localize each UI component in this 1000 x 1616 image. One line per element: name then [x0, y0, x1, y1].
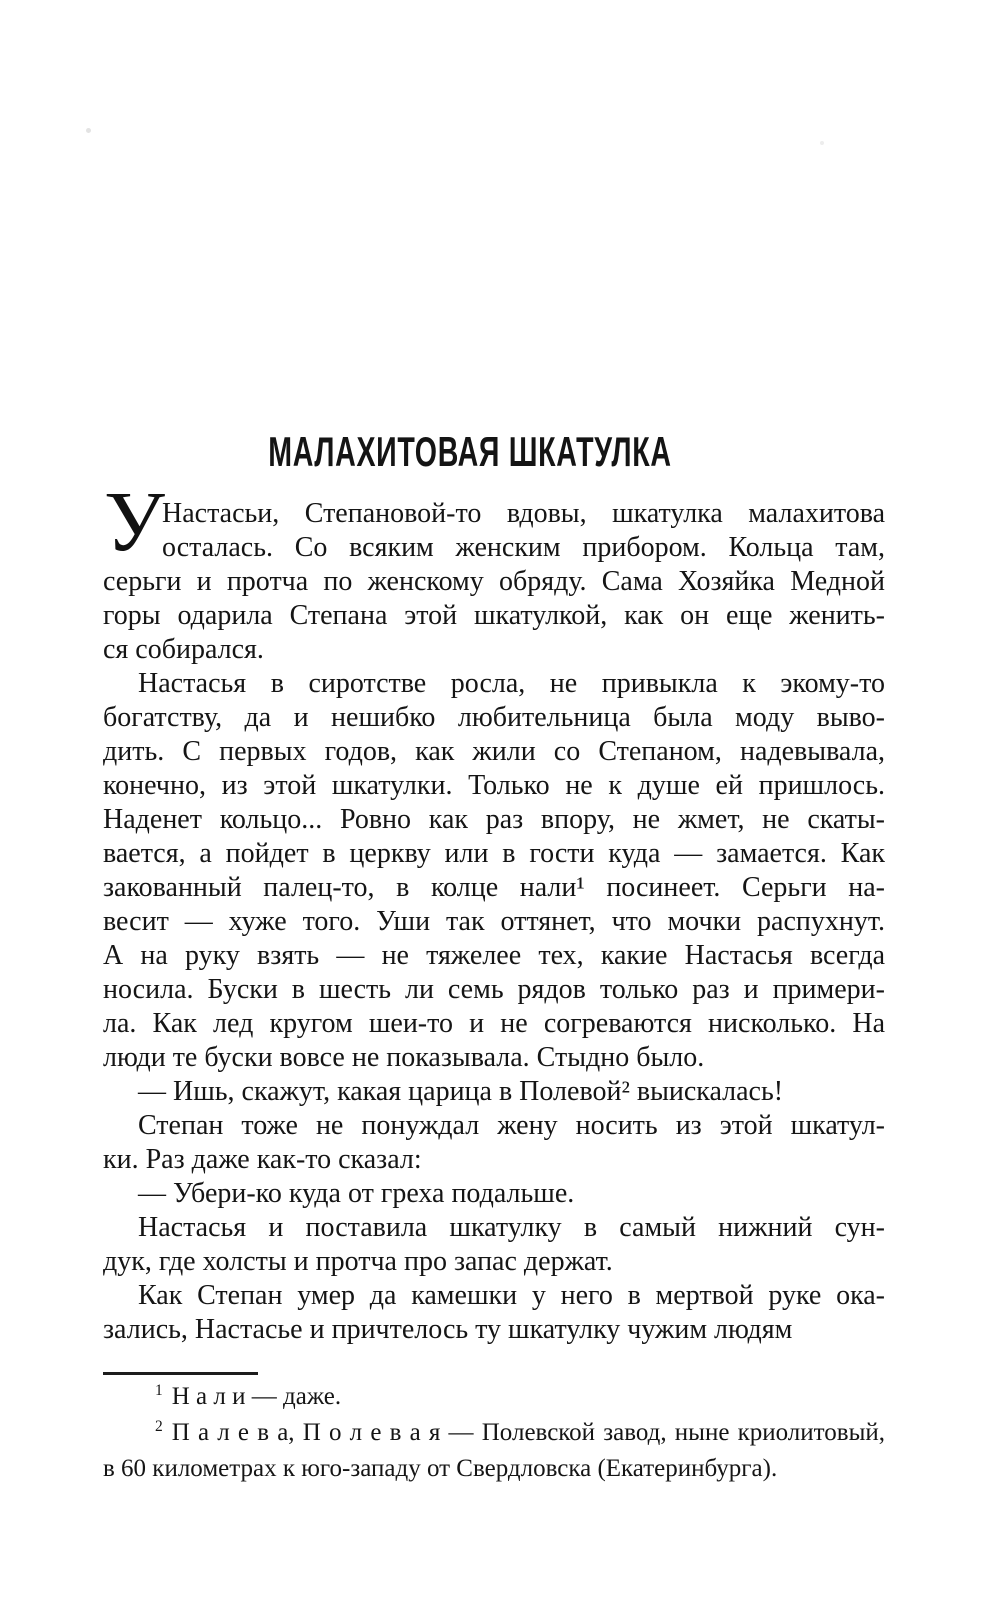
paragraph — [103, 1109, 885, 1177]
text-line: осталась. Со всяким женским прибором. Кольца там, — [162, 532, 885, 563]
paragraph — [103, 667, 885, 1075]
text-line: горы одарила Степана этой шкатулкой, как он еще женить- — [103, 600, 885, 631]
text-line: зались, Настасье и причтелось ту шкатулку чужим людям — [103, 1314, 793, 1345]
text-line: вается, а пойдет в церкву или в гости куда — замается. Как — [103, 838, 885, 869]
text-line: Степан тоже не понуждал жену носить из этой шкатул- — [138, 1110, 885, 1141]
text-line: Настасьи, Степановой-то вдовы, шкатулка малахитова — [162, 498, 885, 529]
text-line: — Ишь, скажут, какая царица в Полевой² выискалась! — [138, 1076, 784, 1107]
text-line: дить. С первых годов, как жили со Степаном, надевывала, — [103, 736, 885, 767]
text-line: дук, где холсты и протча про запас держат. — [103, 1246, 613, 1277]
story-text — [103, 497, 885, 1347]
footnote-line: в 60 километрах к юго-западу от Свердловска (Екатеринбурга). — [103, 1455, 778, 1482]
scan-speck-icon — [86, 128, 91, 133]
text-line: Наденет кольцо... Ровно как раз впору, не жмет, не скаты- — [103, 804, 885, 835]
paragraph — [103, 1075, 885, 1109]
text-line: А на руку взять — не тяжелее тех, какие Настасья всегда — [103, 940, 885, 971]
text-line: богатству, да и нешибко любительница была моду выво- — [103, 702, 885, 733]
paragraph — [103, 1279, 885, 1347]
text-line: ся собирался. — [103, 634, 264, 665]
text-line: люди те буски вовсе не показывала. Стыдно было. — [103, 1042, 705, 1073]
footnote-line: $^2$ П а л е в а, П о л е в а я — Полевской завод, ныне криолитовый, — [155, 1417, 885, 1446]
text-line: ки. Раз даже как-то сказал: — [103, 1144, 422, 1175]
text-line: конечно, из этой шкатулки. Только не к душе ей пришлось. — [103, 770, 885, 801]
text-line: Как Степан умер да камешки у него в мертвой руке ока- — [138, 1280, 885, 1311]
drop-cap: У — [104, 473, 165, 569]
footnote-line: $^1$ Н а л и — даже. — [155, 1381, 342, 1410]
text-line: Настасья в сиротстве росла, не привыкла к экому-то — [138, 668, 885, 699]
footnote-separator — [103, 1372, 258, 1375]
footnote-marker: 2 — [155, 1417, 163, 1435]
text-line: серьги и протча по женскому обряду. Сама Хозяйка Медной — [103, 566, 885, 597]
text-line: ла. Как лед кругом шеи-то и не согреваются нисколько. На — [103, 1008, 885, 1039]
text-line: носила. Буски в шесть ли семь рядов только раз и примери- — [103, 974, 885, 1005]
footnotes-list — [103, 1379, 885, 1487]
footnote-marker: 1 — [155, 1381, 163, 1399]
page-title: МАЛАХИТОВАЯ ШКАТУЛКА — [268, 428, 672, 476]
text-line: — Убери-ко куда от греха подальше. — [138, 1178, 575, 1209]
footnote — [103, 1379, 885, 1415]
text-line: закованный палец-то, в колце нали¹ посинеет. Серьги на- — [103, 872, 885, 903]
page-body — [103, 473, 885, 1347]
paragraph-dropcap — [103, 497, 885, 667]
scan-speck-icon — [820, 141, 824, 145]
paragraph — [103, 1177, 885, 1211]
footnotes-section — [103, 1372, 885, 1487]
text-line: весит — хуже того. Уши так оттянет, что мочки распухнут. — [103, 906, 885, 937]
paragraph — [103, 1211, 885, 1279]
footnote — [103, 1415, 885, 1487]
text-line: Настасья и поставила шкатулку в самый нижний сун- — [138, 1212, 885, 1243]
